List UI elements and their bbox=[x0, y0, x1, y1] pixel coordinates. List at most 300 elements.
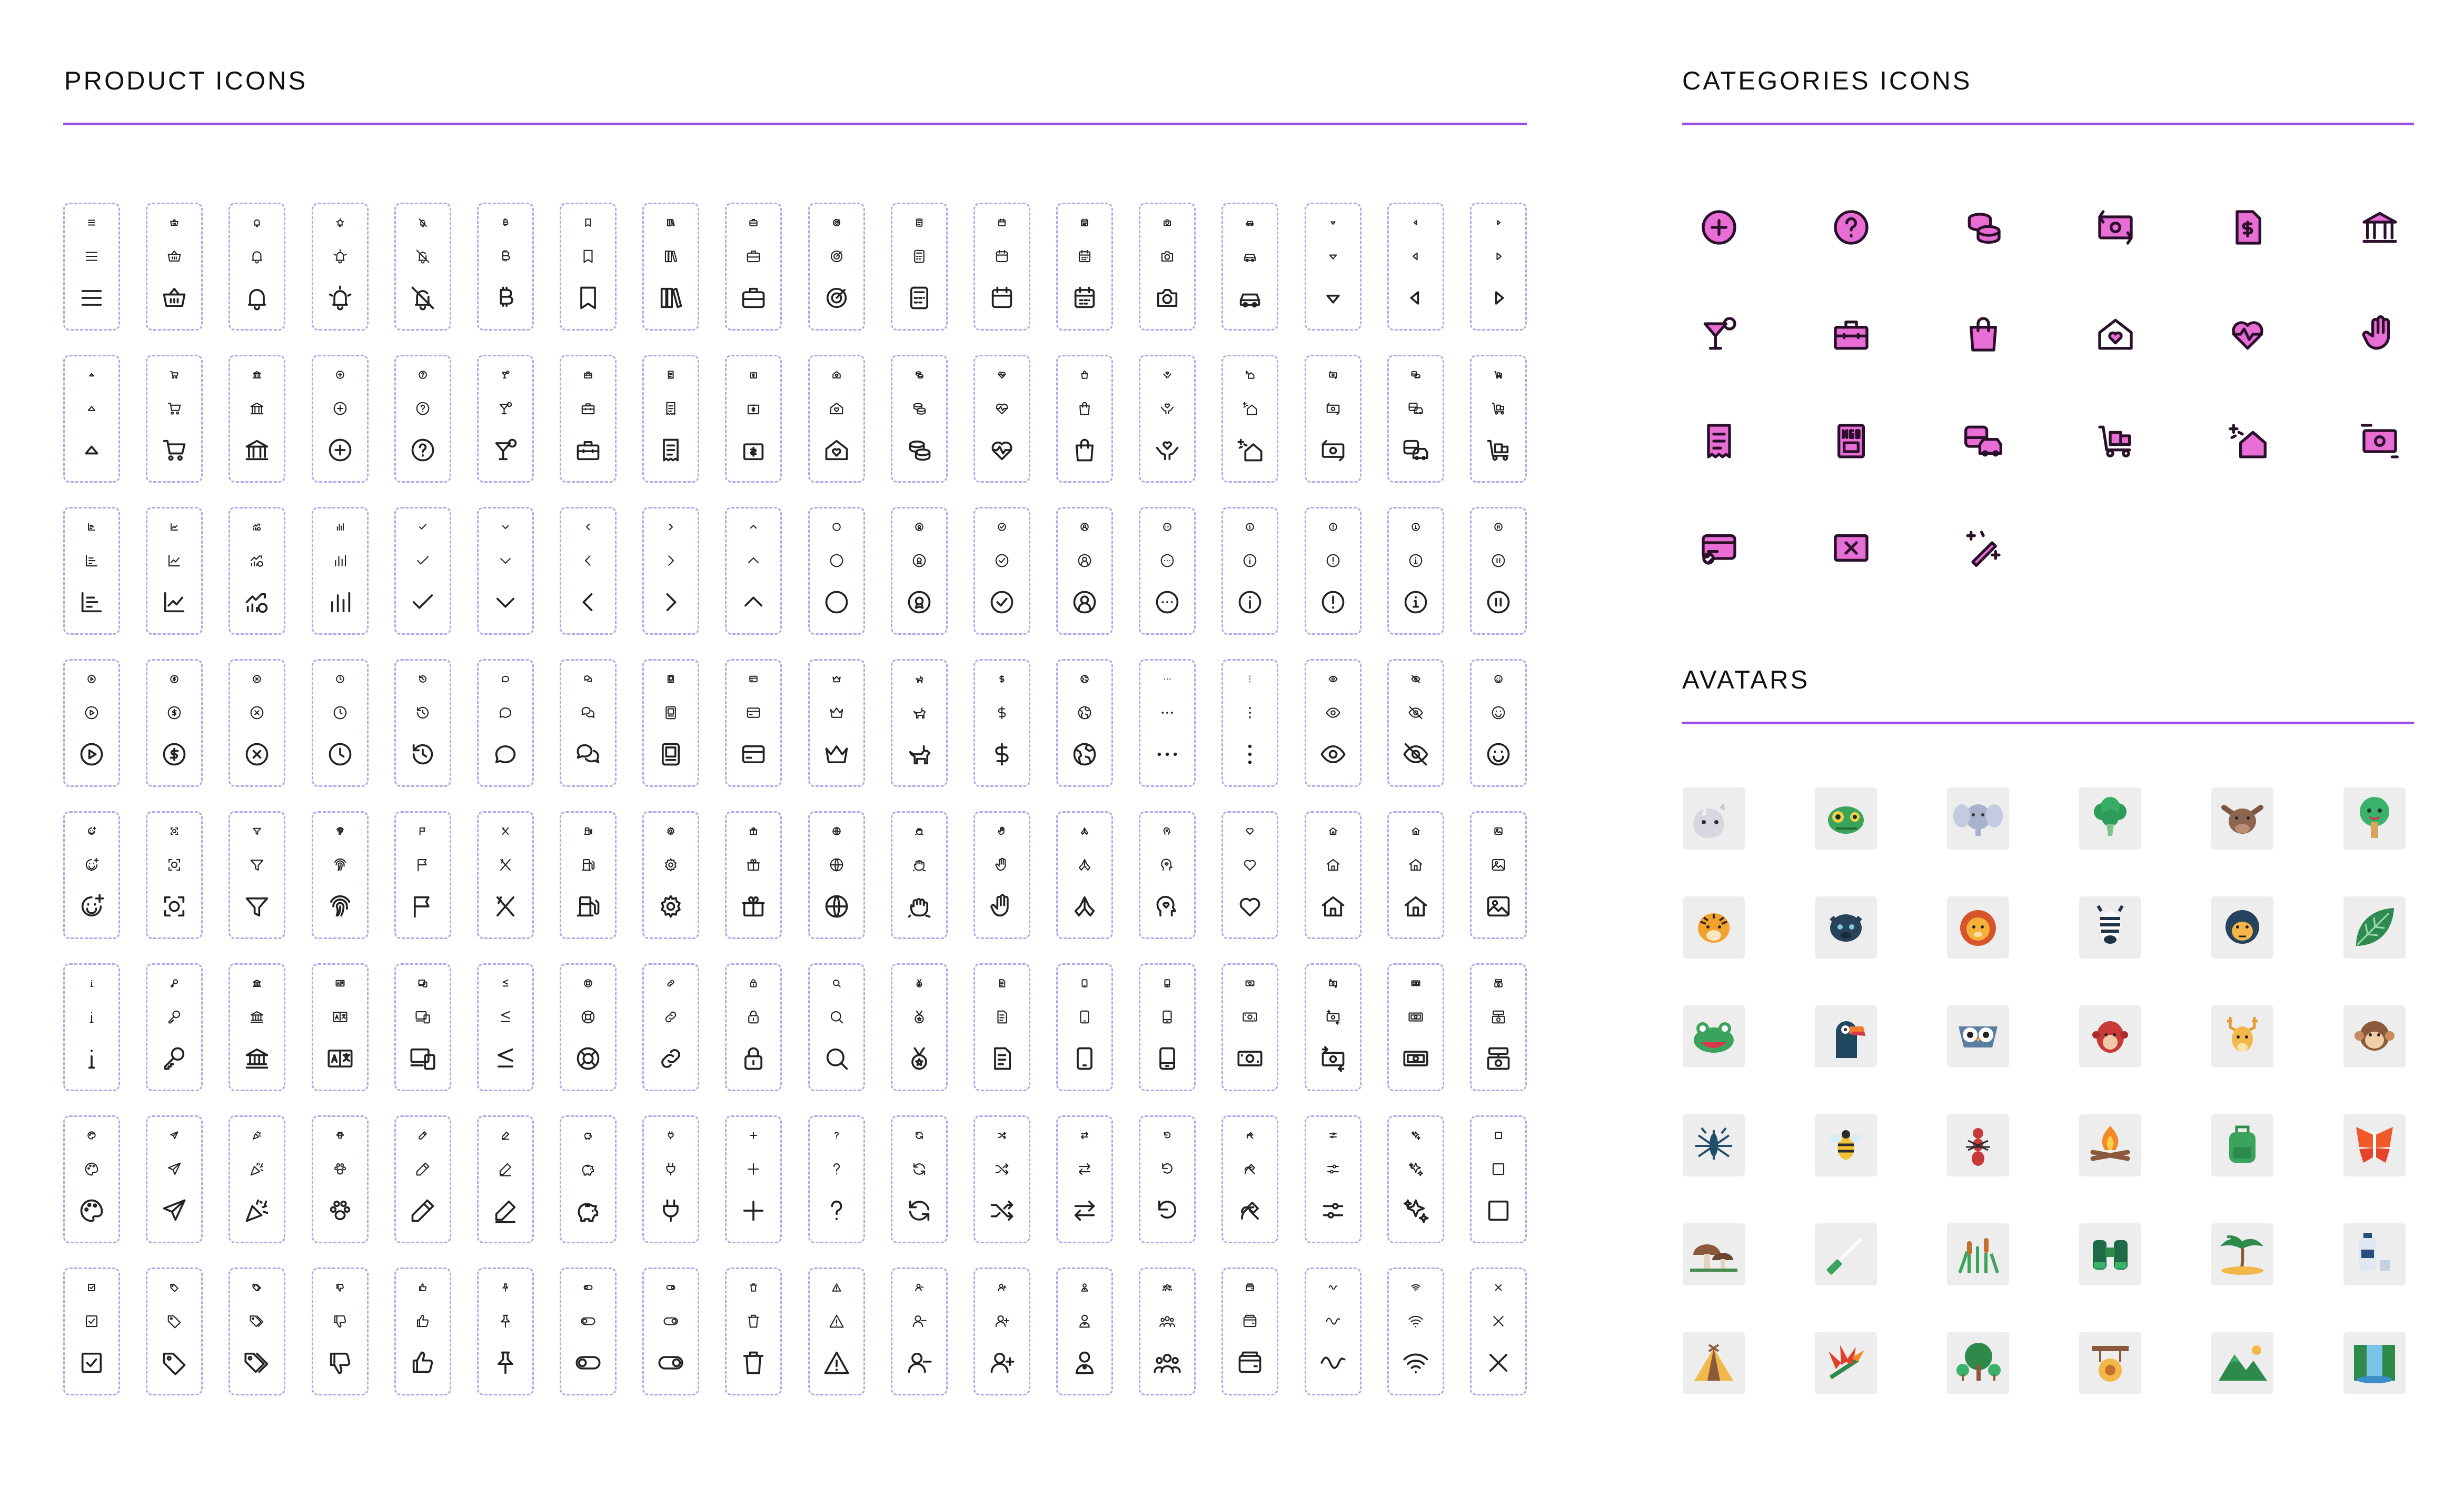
icon-cell bbox=[1221, 1268, 1278, 1395]
check-icon bbox=[415, 553, 431, 568]
icon-cell bbox=[1056, 659, 1113, 787]
icon-cell bbox=[560, 963, 617, 1091]
plus-circle-icon bbox=[335, 370, 345, 380]
avatar-frog bbox=[1683, 1005, 1745, 1067]
warning-icon bbox=[832, 1283, 841, 1292]
cash-icon bbox=[1236, 1045, 1264, 1072]
circle-icon bbox=[829, 553, 844, 568]
icon-cell bbox=[1056, 203, 1113, 331]
tags-icon bbox=[249, 1313, 265, 1329]
icon-cell bbox=[808, 963, 865, 1091]
luggage-cart-icon bbox=[1494, 370, 1503, 380]
plus-circle-icon bbox=[332, 401, 348, 416]
icon-cell bbox=[891, 659, 948, 787]
avatar-reeds bbox=[1947, 1223, 2009, 1285]
toggle-on-icon bbox=[663, 1313, 679, 1329]
icon-cell bbox=[63, 1115, 120, 1243]
icon-cell bbox=[63, 659, 120, 787]
receipt-icon bbox=[657, 436, 684, 464]
icon-cell bbox=[1387, 355, 1444, 483]
icon-cell bbox=[808, 659, 865, 787]
plus-circle-icon bbox=[326, 436, 354, 464]
icon-cell bbox=[560, 1115, 617, 1243]
icon-cell bbox=[642, 1115, 699, 1243]
tags-icon bbox=[243, 1349, 271, 1376]
filter-icon bbox=[252, 826, 262, 836]
home-icon bbox=[1325, 857, 1341, 873]
piggy-bank-icon bbox=[580, 1161, 596, 1177]
bell-off-icon bbox=[409, 284, 436, 312]
piggy-bank-icon bbox=[574, 1197, 602, 1224]
user-icon bbox=[1077, 1313, 1092, 1329]
question-circle-icon bbox=[1830, 206, 1872, 248]
home-heart-icon bbox=[823, 436, 850, 464]
lock-icon bbox=[746, 1009, 761, 1025]
shopping-bag-icon bbox=[1962, 313, 2004, 355]
vehicles-icon bbox=[1411, 370, 1420, 380]
icon-cell bbox=[312, 1268, 369, 1395]
icon-cell bbox=[146, 1268, 203, 1395]
icon-cell bbox=[808, 1115, 865, 1243]
icon-cell bbox=[642, 203, 699, 331]
cash-register-icon bbox=[1485, 1045, 1512, 1072]
fuel-icon bbox=[580, 857, 596, 873]
icon-cell bbox=[1305, 203, 1362, 331]
bell-off-icon bbox=[415, 248, 431, 264]
avatar-bird-of-paradise bbox=[1815, 1332, 1877, 1394]
avatars-title: AVATARS bbox=[1682, 666, 1810, 694]
toggle-on-icon bbox=[666, 1283, 675, 1292]
calendar-days-icon bbox=[1071, 284, 1098, 312]
hands-heart-icon bbox=[1163, 370, 1172, 380]
icon-cell bbox=[312, 659, 369, 787]
user-plus-icon bbox=[988, 1349, 1016, 1376]
icon-cell bbox=[642, 659, 699, 787]
circle-icon bbox=[823, 588, 850, 616]
fork-knife-icon bbox=[492, 893, 519, 920]
filter-icon bbox=[249, 857, 265, 873]
tablet-icon bbox=[657, 741, 684, 768]
info-i-icon bbox=[84, 1009, 100, 1025]
car-icon bbox=[1236, 284, 1264, 312]
user-minus-icon bbox=[906, 1349, 933, 1376]
face-scan-icon bbox=[161, 893, 188, 920]
icon-cell bbox=[1470, 659, 1527, 787]
calendar-icon bbox=[988, 284, 1016, 312]
icon-cell bbox=[1387, 1115, 1444, 1243]
chevron-right-icon bbox=[663, 553, 679, 568]
paw-icon bbox=[332, 1161, 348, 1177]
bank-icon bbox=[252, 370, 262, 380]
gear-icon bbox=[657, 893, 684, 920]
chevron-down-icon bbox=[498, 553, 513, 568]
caret-right-icon bbox=[1494, 218, 1503, 227]
pin-icon bbox=[501, 1283, 510, 1292]
home-heart-icon bbox=[829, 401, 844, 416]
avatar-mushrooms bbox=[1683, 1223, 1745, 1285]
smile-icon bbox=[1485, 741, 1512, 768]
image-icon bbox=[1491, 857, 1506, 873]
chat-bubbles-icon bbox=[580, 705, 596, 721]
warning-icon bbox=[823, 1349, 850, 1376]
swap-icon bbox=[1077, 1161, 1092, 1177]
icon-cell bbox=[1221, 659, 1278, 787]
home-sparkle-icon bbox=[2227, 420, 2269, 462]
luggage-cart-icon bbox=[2094, 420, 2137, 462]
medal-icon bbox=[915, 979, 924, 988]
globe-earth-icon bbox=[1080, 674, 1089, 684]
undo-icon bbox=[1154, 1197, 1181, 1224]
cash-register-icon bbox=[1494, 979, 1503, 988]
question-circle-icon bbox=[415, 401, 431, 416]
emoji-add-icon bbox=[84, 857, 100, 873]
lock-icon bbox=[740, 1045, 767, 1072]
avatar-tree-face bbox=[2343, 787, 2406, 850]
palette-icon bbox=[87, 1131, 96, 1140]
smile-icon bbox=[1491, 705, 1506, 721]
money-transfer-icon bbox=[2094, 206, 2137, 248]
toggle-off-icon bbox=[583, 1283, 593, 1292]
icon-cell bbox=[1221, 811, 1278, 939]
icon-cell bbox=[1387, 203, 1444, 331]
globe-icon bbox=[832, 826, 841, 836]
avatar-mosquito bbox=[1683, 1114, 1745, 1176]
phone-icon bbox=[1071, 1045, 1098, 1072]
chevron-left-icon bbox=[580, 553, 596, 568]
gear-icon bbox=[666, 826, 675, 836]
medal-icon bbox=[911, 1009, 927, 1025]
icon-cell bbox=[642, 811, 699, 939]
pause-circle-icon bbox=[1494, 522, 1503, 532]
more-vertical-icon bbox=[1236, 741, 1264, 768]
icon-cell bbox=[1470, 1115, 1527, 1243]
info-circle-alt-icon bbox=[1402, 588, 1429, 616]
thumbs-up-icon bbox=[409, 1349, 436, 1376]
home-heart-icon bbox=[2094, 313, 2137, 355]
avatar-sunflower-sign bbox=[2079, 1332, 2141, 1394]
icon-cell bbox=[312, 355, 369, 483]
caret-down-icon bbox=[1325, 248, 1341, 264]
key-icon bbox=[166, 1009, 182, 1025]
image-icon bbox=[1494, 826, 1503, 836]
avatar-ant bbox=[1947, 1114, 2009, 1176]
wallet-icon bbox=[1236, 1349, 1264, 1376]
caret-right-icon bbox=[1491, 248, 1506, 264]
globe-earth-icon bbox=[1077, 705, 1092, 721]
product-icons-divider bbox=[63, 123, 1527, 125]
cash-transfer-icon bbox=[1319, 1045, 1347, 1072]
fingerprint-icon bbox=[335, 826, 345, 836]
donation-box-icon bbox=[749, 370, 758, 380]
receipt-icon bbox=[663, 401, 679, 416]
icon-cell bbox=[394, 963, 451, 1091]
bell-icon bbox=[252, 218, 262, 227]
fingerprint-icon bbox=[326, 893, 354, 920]
dollar-circle-icon bbox=[161, 741, 188, 768]
cash-transfer-icon bbox=[1328, 979, 1338, 988]
icon-cell bbox=[1470, 963, 1527, 1091]
gift-icon bbox=[749, 826, 758, 836]
icon-cell bbox=[560, 355, 617, 483]
icon-cell bbox=[1139, 963, 1196, 1091]
camera-icon bbox=[1159, 248, 1175, 264]
icon-cell bbox=[394, 203, 451, 331]
books-icon bbox=[657, 284, 684, 312]
categories-icons-title: CATEGORIES ICONS bbox=[1682, 67, 1972, 95]
avatar-warthog bbox=[2211, 787, 2273, 850]
icon-cell bbox=[228, 203, 285, 331]
dog-icon bbox=[911, 705, 927, 721]
pencil-icon bbox=[418, 1131, 428, 1140]
credit-card-icon bbox=[749, 674, 758, 684]
search-icon bbox=[823, 1045, 850, 1072]
more-vertical-icon bbox=[1245, 674, 1255, 684]
question-circle-icon bbox=[409, 436, 436, 464]
dollar-icon bbox=[997, 674, 1007, 684]
chart-line-icon bbox=[170, 522, 179, 532]
x-square-icon bbox=[1830, 527, 1872, 569]
chevron-up-icon bbox=[740, 588, 767, 616]
target-icon bbox=[823, 284, 850, 312]
icon-cell bbox=[725, 811, 782, 939]
icon-cell bbox=[891, 1115, 948, 1243]
bell-ringing-icon bbox=[335, 218, 345, 227]
icon-cell bbox=[891, 811, 948, 939]
cart-icon bbox=[166, 401, 182, 416]
pause-circle-icon bbox=[1485, 588, 1512, 616]
caret-up-icon bbox=[87, 370, 96, 380]
bookmark-icon bbox=[574, 284, 602, 312]
icon-cell bbox=[228, 811, 285, 939]
icon-cell bbox=[1305, 1268, 1362, 1395]
avatar-binoculars bbox=[2079, 1223, 2141, 1285]
icon-cell bbox=[891, 1268, 948, 1395]
hand-stop-icon bbox=[2359, 313, 2401, 355]
icon-cell bbox=[973, 1115, 1030, 1243]
icon-cell bbox=[1221, 203, 1278, 331]
toggle-off-icon bbox=[574, 1349, 602, 1376]
chart-bar-horizontal-icon bbox=[84, 553, 100, 568]
calendar-days-icon bbox=[1077, 248, 1092, 264]
pen-icon bbox=[498, 1161, 513, 1177]
basket-icon bbox=[170, 218, 179, 227]
square-icon bbox=[1491, 1161, 1506, 1177]
icon-cell bbox=[1139, 203, 1196, 331]
square-icon bbox=[1485, 1197, 1512, 1224]
car-icon bbox=[1242, 248, 1258, 264]
icon-cell bbox=[1056, 355, 1113, 483]
devices-icon bbox=[415, 1009, 431, 1025]
clock-icon bbox=[332, 705, 348, 721]
icon-cell bbox=[808, 1268, 865, 1395]
toggle-off-icon bbox=[580, 1313, 596, 1329]
bitcoin-icon bbox=[501, 218, 510, 227]
close-x-icon bbox=[1494, 1283, 1503, 1292]
icon-cell bbox=[725, 963, 782, 1091]
luggage-cart-icon bbox=[1485, 436, 1512, 464]
receipt-icon bbox=[1698, 420, 1740, 462]
icon-cell bbox=[146, 203, 203, 331]
phone-icon bbox=[1080, 979, 1089, 988]
pause-circle-icon bbox=[1491, 553, 1506, 568]
icon-cell bbox=[477, 355, 534, 483]
chart-bars-icon bbox=[335, 522, 345, 532]
hand-wave-icon bbox=[988, 893, 1016, 920]
more-horizontal-icon bbox=[1159, 705, 1175, 721]
home-alt-icon bbox=[1408, 857, 1424, 873]
alert-circle-icon bbox=[1325, 553, 1341, 568]
calculator-icon bbox=[915, 218, 924, 227]
eye-icon bbox=[1319, 741, 1347, 768]
icon-cell bbox=[228, 1268, 285, 1395]
avatar-elephant bbox=[1947, 787, 2009, 850]
bank-icon bbox=[249, 401, 265, 416]
tag-icon bbox=[170, 1283, 179, 1292]
product-icons-grid bbox=[63, 203, 1527, 1398]
icon-cell bbox=[973, 811, 1030, 939]
home-alt-icon bbox=[1411, 826, 1420, 836]
sliders-icon bbox=[1328, 1131, 1338, 1140]
fork-knife-icon bbox=[498, 857, 513, 873]
avatars-divider bbox=[1682, 722, 2414, 724]
menu-icon bbox=[84, 248, 100, 264]
check-circle-icon bbox=[988, 588, 1016, 616]
play-circle-icon bbox=[78, 741, 105, 768]
icon-cell bbox=[642, 1268, 699, 1395]
dollar-circle-icon bbox=[170, 674, 179, 684]
icon-cell bbox=[1305, 1115, 1362, 1243]
heart-icon bbox=[1242, 857, 1258, 873]
checkbox-icon bbox=[78, 1349, 105, 1376]
tablet-icon bbox=[663, 705, 679, 721]
icon-cell bbox=[477, 203, 534, 331]
wifi-icon bbox=[1408, 1313, 1424, 1329]
icon-cell bbox=[1470, 355, 1527, 483]
avatar-tiger bbox=[1683, 896, 1745, 959]
books-icon bbox=[666, 218, 675, 227]
icon-cell bbox=[1387, 811, 1444, 939]
tag-icon bbox=[161, 1349, 188, 1376]
info-circle-alt-icon bbox=[1408, 553, 1424, 568]
bitcoin-icon bbox=[492, 284, 519, 312]
icon-cell bbox=[891, 355, 948, 483]
icon-cell bbox=[560, 659, 617, 787]
avatar-knife bbox=[1815, 1223, 1877, 1285]
icon-cell bbox=[1139, 1268, 1196, 1395]
cocktail-icon bbox=[492, 436, 519, 464]
cash-register-icon bbox=[1491, 1009, 1506, 1025]
icon-cell bbox=[63, 963, 120, 1091]
vehicles-icon bbox=[1408, 401, 1424, 416]
icon-cell bbox=[642, 355, 699, 483]
chart-bar-horizontal-icon bbox=[87, 522, 96, 532]
chevron-left-icon bbox=[583, 522, 593, 532]
invoice-dollar-icon bbox=[2227, 206, 2269, 248]
icon-cell bbox=[146, 1115, 203, 1243]
circle-ribbon-icon bbox=[906, 588, 933, 616]
briefcase-icon bbox=[746, 248, 761, 264]
palette-icon bbox=[78, 1197, 105, 1224]
heart-pulse-icon bbox=[2227, 313, 2269, 355]
shuffle-icon bbox=[994, 1161, 1010, 1177]
avatar-trees bbox=[1947, 1332, 2009, 1394]
icon-cell bbox=[1221, 963, 1278, 1091]
thumbs-down-icon bbox=[332, 1313, 348, 1329]
icon-cell bbox=[1221, 355, 1278, 483]
avatar-broccoli bbox=[2079, 787, 2141, 850]
icon-cell bbox=[1056, 963, 1113, 1091]
home-sparkle-icon bbox=[1245, 370, 1255, 380]
hands-heart-icon bbox=[1154, 436, 1181, 464]
toolbox-icon bbox=[1830, 313, 1872, 355]
avatar-toucan bbox=[1815, 1005, 1877, 1067]
undo-icon bbox=[1163, 1131, 1172, 1140]
globe-earth-icon bbox=[1071, 741, 1098, 768]
thumbs-down-icon bbox=[335, 1283, 345, 1292]
icon-cell bbox=[146, 963, 203, 1091]
ngo-icon bbox=[1830, 420, 1872, 462]
chat-bubble-icon bbox=[501, 674, 510, 684]
wave-icon bbox=[1325, 1313, 1341, 1329]
icon-cell bbox=[1139, 507, 1196, 635]
fork-knife-icon bbox=[501, 826, 510, 836]
square-icon bbox=[1494, 1131, 1503, 1140]
tag-icon bbox=[166, 1313, 182, 1329]
icon-cell bbox=[477, 1268, 534, 1395]
wallet-icon bbox=[1245, 1283, 1255, 1292]
icon-cell bbox=[808, 811, 865, 939]
trash-icon bbox=[749, 1283, 758, 1292]
icon-cell bbox=[63, 203, 120, 331]
camera-icon bbox=[1154, 284, 1181, 312]
icon-cell bbox=[1470, 203, 1527, 331]
gear-icon bbox=[663, 857, 679, 873]
icon-cell bbox=[146, 811, 203, 939]
icon-cell bbox=[1056, 1115, 1113, 1243]
link-icon bbox=[666, 979, 675, 988]
basket-icon bbox=[166, 248, 182, 264]
info-circle-icon bbox=[1236, 588, 1264, 616]
avatar-deer bbox=[2211, 1005, 2273, 1067]
alert-circle-icon bbox=[1328, 522, 1338, 532]
icon-cell bbox=[808, 355, 865, 483]
fuel-icon bbox=[583, 826, 593, 836]
hands-pray-icon bbox=[1071, 893, 1098, 920]
bell-ringing-icon bbox=[326, 284, 354, 312]
circle-icon bbox=[832, 522, 841, 532]
toolbox-icon bbox=[574, 436, 602, 464]
coins-icon bbox=[915, 370, 924, 380]
user-circle-icon bbox=[1080, 522, 1089, 532]
hands-pray-icon bbox=[1080, 826, 1089, 836]
icon-cell bbox=[63, 811, 120, 939]
icon-cell bbox=[63, 1268, 120, 1395]
icon-cell bbox=[891, 507, 948, 635]
bell-icon bbox=[243, 284, 271, 312]
cocktail-icon bbox=[501, 370, 510, 380]
avatar-butterfly bbox=[2343, 1114, 2406, 1176]
head-heart-icon bbox=[1159, 857, 1175, 873]
home-icon bbox=[1328, 826, 1338, 836]
icon-cell bbox=[146, 507, 203, 635]
pin-icon bbox=[492, 1349, 519, 1376]
hand-rock-icon bbox=[915, 826, 924, 836]
icon-cell bbox=[1470, 1268, 1527, 1395]
chart-bars-icon bbox=[332, 553, 348, 568]
avatar-campfire bbox=[2079, 1114, 2141, 1176]
lifebuoy-icon bbox=[583, 979, 593, 988]
chevron-up-icon bbox=[749, 522, 758, 532]
